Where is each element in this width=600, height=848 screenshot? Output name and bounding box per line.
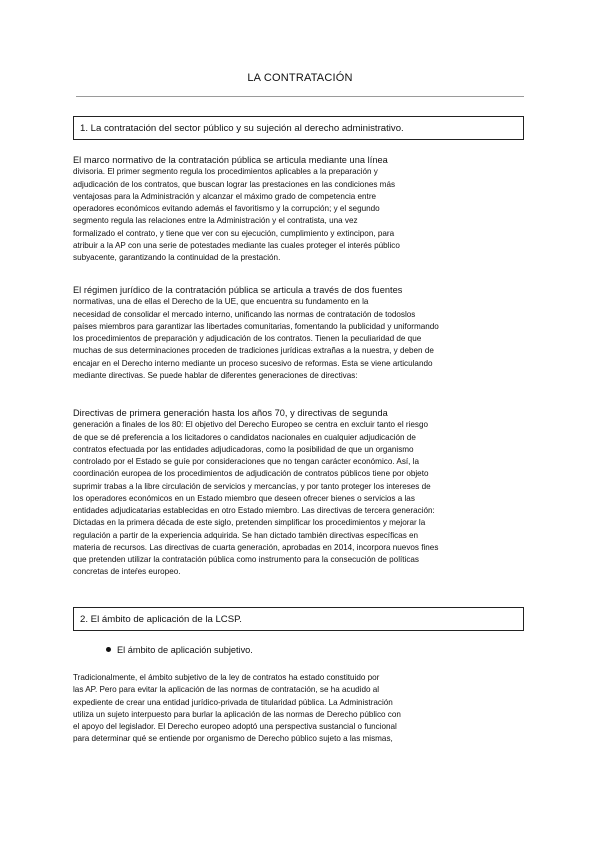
paragraph-line: las AP. Pero para evitar la aplicación de las normas de contratación, se ha acudido al (73, 685, 380, 695)
bullet-dot-icon (106, 647, 111, 652)
paragraph-line: coordinación europea de los procedimientos de adjudicación de contratos públicos tiene por objeto (73, 469, 429, 479)
paragraph-line: de que se dé preferencia a los licitadores o candidatos nacionales en cualquier adjudicación de (73, 432, 416, 442)
paragraph-line: encajar en el Derecho interno mediante un proceso sucesivo de reformas. Esta se viene articulando (73, 358, 433, 368)
paragraph-line: divisoria. El primer segmento regula los procedimientos aplicables a la preparación y (73, 167, 378, 177)
paragraph-line: mediante directivas. Se puede hablar de diferentes generaciones de directivas: (73, 370, 358, 380)
paragraph-line: formalizado el contrato, y tiene que ver con su ejecución, cumplimiento y extincipon, para (73, 228, 395, 238)
paragraph-line: ventajosas para la Administración y alcanzar el máximo grado de competencia entre (73, 191, 377, 201)
paragraph-line: los operadores económicos en un Estado miembro que deseen ofrecer bienes o servicios a las (73, 493, 415, 503)
paragraph-line: muchas de sus determinaciones proceden de tradiciones jurídicas extrañas a la nuestra, y deben de (73, 346, 434, 356)
paragraph-line: que pretenden utilizar la contratación pública como instrumento para la consecución de políticas (73, 555, 419, 564)
paragraph-line: generación a finales de los 80: El objetivo del Derecho Europeo se centra en excluir tanto el riesgo (73, 420, 429, 430)
paragraph-line: entidades adjudicatarias establecidas en otro Estado miembro. Las directivas de tercera generación: (73, 506, 435, 515)
paragraph-line: segmento regula las relaciones entre la Administración y el contratista, una vez (73, 216, 358, 226)
paragraph-line: El marco normativo de la contratación pública se articula mediante una línea (73, 155, 388, 165)
paragraph-line: materia de recursos. Las directivas de cuarta generación, aprobadas en 2014, incorpora nuevos fines (73, 542, 439, 552)
paragraph-line: normativas, una de ellas el Derecho de la UE, que encuentra su fundamento en la (73, 297, 369, 307)
paragraph-line: operadores económicos evitando además el favoritismo y la corrupción; y el segundo (73, 204, 380, 213)
paragraph-4 (73, 672, 525, 746)
paragraph-line: concretas de inteŕes europeo. (73, 567, 181, 577)
paragraph-line: Directivas de primera generación hasta los años 70, y directivas de segunda (73, 408, 388, 418)
paragraph-line: contratos efectuada por las entidades adjudicadoras, como la posibilidad de que un organismo (73, 444, 414, 454)
paragraph-line: el apoyo del legislador. El Derecho europeo adoptó una perspectiva sustancial o funcional (73, 722, 397, 731)
bullet-item (106, 645, 253, 655)
paragraph-line: expediente de crear una entidad jurídico-privada de titularidad pública. La Administración (73, 697, 393, 707)
section-1-heading-box (73, 116, 524, 140)
title-divider (76, 96, 524, 97)
paragraph-3 (73, 407, 525, 579)
paragraph-line: Dictadas en la primera década de este siglo, pretenden simplificar los procedimientos y mejorar la (73, 518, 426, 528)
document-title: LA CONTRATACIÓN (247, 72, 353, 84)
section-2-heading: 2. El ámbito de aplicación de la LCSP. (80, 613, 242, 625)
paragraph-line: suprimir trabas a la libre circulación de servicios y mercancías, y por tanto proteger los intereses de (73, 481, 431, 491)
paragraph-line: El régimen jurídico de la contratación pública se articula a través de dos fuentes (73, 285, 403, 295)
paragraph-line: controlado por el Estado se guíe por consideraciones que no tengan carácter económico. Así, la (73, 457, 419, 466)
paragraph-1 (73, 154, 525, 264)
paragraph-line: atribuir a la AP con una serie de potestades mediante las cuales proteger el interés público (73, 240, 400, 250)
section-1-heading: 1. La contratación del sector público y su sujeción al derecho administrativo. (80, 122, 404, 134)
paragraph-line: adjudicación de los contratos, que buscan lograr las prestaciones en las condiciones más (73, 179, 396, 189)
section-2-heading-box (73, 607, 524, 631)
bullet-text: El ámbito de aplicación subjetivo. (117, 645, 253, 655)
paragraph-line: necesidad de consolidar el mercado interno, unificando las normas de contratación de todoslos (73, 309, 416, 319)
paragraph-line: regulación a partir de la experiencia adquirida. Se han dictado también directivas específicas en (73, 530, 419, 540)
paragraph-line: Tradicionalmente, el ámbito subjetivo de la ley de contratos ha estado constituido por (73, 673, 380, 682)
paragraph-line: países miembros para garantizar las libertades comunitarias, fomentando la publicidad y uniformando (73, 321, 439, 331)
paragraph-line: utiliza un sujeto interpuesto para burlar la aplicación de las normas de Derecho público con (73, 709, 401, 719)
paragraph-line: los procedimientos de preparación y adjudicación de los contratos. Tienen la peculiaridad de que (73, 334, 422, 343)
paragraph-line: para determinar qué se entiende por organismo de Derecho público sujeto a las mismas, (73, 734, 393, 744)
paragraph-2 (73, 284, 525, 382)
paragraph-line: subyacente, garantizando la continuidad de la prestación. (73, 253, 281, 262)
